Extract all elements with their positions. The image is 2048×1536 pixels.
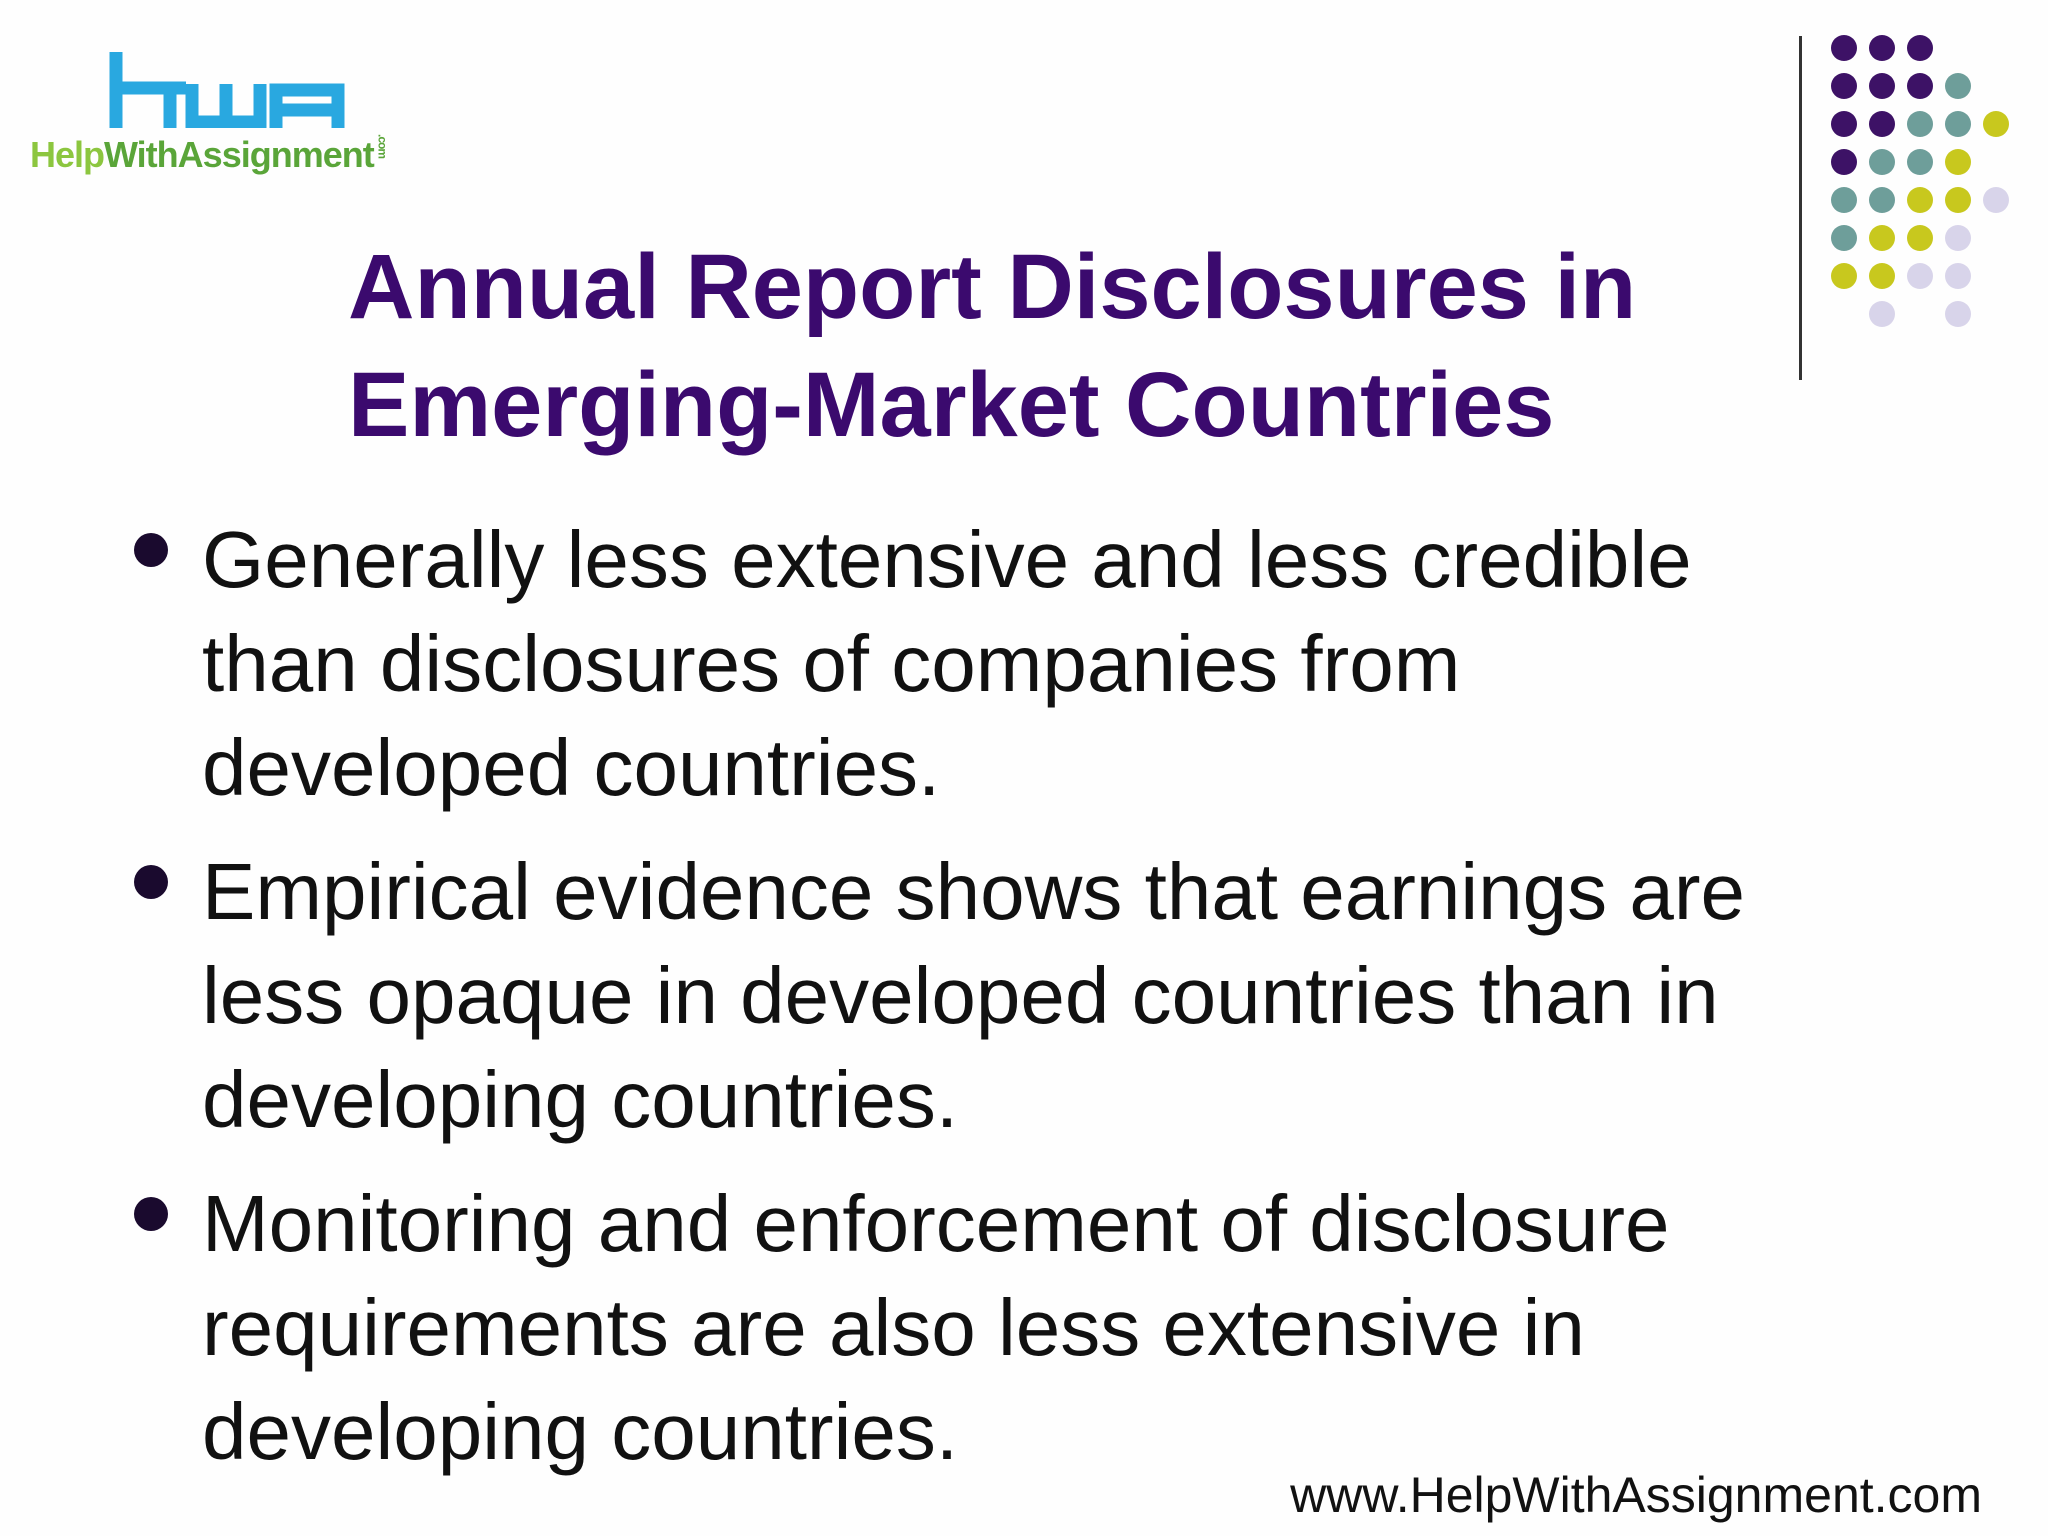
logo-text-com: .com xyxy=(375,134,390,159)
bullet-line: developed countries. xyxy=(202,723,941,812)
decorative-dot xyxy=(1869,35,1895,61)
decorative-dot xyxy=(1831,225,1857,251)
bullet-line: Monitoring and enforcement of disclosure xyxy=(202,1179,1670,1268)
bullet-line: less opaque in developed countries than in xyxy=(202,951,1719,1040)
decorative-dot xyxy=(1945,73,1971,99)
decorative-dot xyxy=(1831,263,1857,289)
decorative-dot xyxy=(1907,73,1933,99)
decorative-dot xyxy=(1945,301,1971,327)
bullet-list xyxy=(128,508,1908,1484)
decorative-dot xyxy=(1945,225,1971,251)
helpwithassignment-logo xyxy=(30,52,410,192)
decorative-dot xyxy=(1907,111,1933,137)
decorative-dot xyxy=(1907,35,1933,61)
footer-url: www.HelpWithAssignment.com xyxy=(1290,1467,1982,1523)
decorative-dot xyxy=(1869,301,1895,327)
decorative-dot xyxy=(1945,187,1971,213)
decorative-dots xyxy=(1830,28,2040,348)
hwa-logo-icon xyxy=(108,52,348,128)
logo-text-with: With xyxy=(104,134,178,175)
decorative-dot xyxy=(1907,187,1933,213)
decorative-dot xyxy=(1869,225,1895,251)
decorative-dot xyxy=(1831,187,1857,213)
logo-text-assignment: Assignment xyxy=(177,134,374,175)
decorative-dot xyxy=(1831,35,1857,61)
decorative-dot xyxy=(1869,111,1895,137)
bullet-item xyxy=(128,508,1908,820)
decorative-dot xyxy=(1945,263,1971,289)
decorative-dot xyxy=(1869,149,1895,175)
decorative-dot xyxy=(1831,73,1857,99)
bullet-dot-icon xyxy=(134,1197,168,1231)
slide-title xyxy=(348,228,1768,464)
decorative-dot xyxy=(1907,225,1933,251)
bullet-line: requirements are also less extensive in xyxy=(202,1283,1585,1372)
bullet-item xyxy=(128,840,1908,1152)
divider-line xyxy=(1799,36,1802,380)
title-line-2: Emerging-Market Countries xyxy=(348,354,1555,456)
decorative-dot xyxy=(1907,263,1933,289)
decorative-dot xyxy=(1869,263,1895,289)
bullet-line: Generally less extensive and less credible xyxy=(202,515,1692,604)
bullet-line: developing countries. xyxy=(202,1055,959,1144)
decorative-dot xyxy=(1983,187,2009,213)
title-line-1: Annual Report Disclosures in xyxy=(348,236,1637,338)
bullet-dot-icon xyxy=(134,533,168,567)
logo-text-help: Help xyxy=(30,134,105,175)
decorative-dot xyxy=(1869,187,1895,213)
logo-wordmark xyxy=(30,134,390,176)
decorative-dot xyxy=(1869,73,1895,99)
bullet-line: Empirical evidence shows that earnings are xyxy=(202,847,1746,936)
bullet-dot-icon xyxy=(134,865,168,899)
bullet-line: developing countries. xyxy=(202,1387,959,1476)
decorative-dot xyxy=(1945,111,1971,137)
decorative-dot xyxy=(1831,149,1857,175)
decorative-dot xyxy=(1983,111,2009,137)
decorative-dot xyxy=(1907,149,1933,175)
bullet-item xyxy=(128,1172,1908,1484)
decorative-dot xyxy=(1945,149,1971,175)
decorative-dot xyxy=(1831,111,1857,137)
bullet-line: than disclosures of companies from xyxy=(202,619,1461,708)
